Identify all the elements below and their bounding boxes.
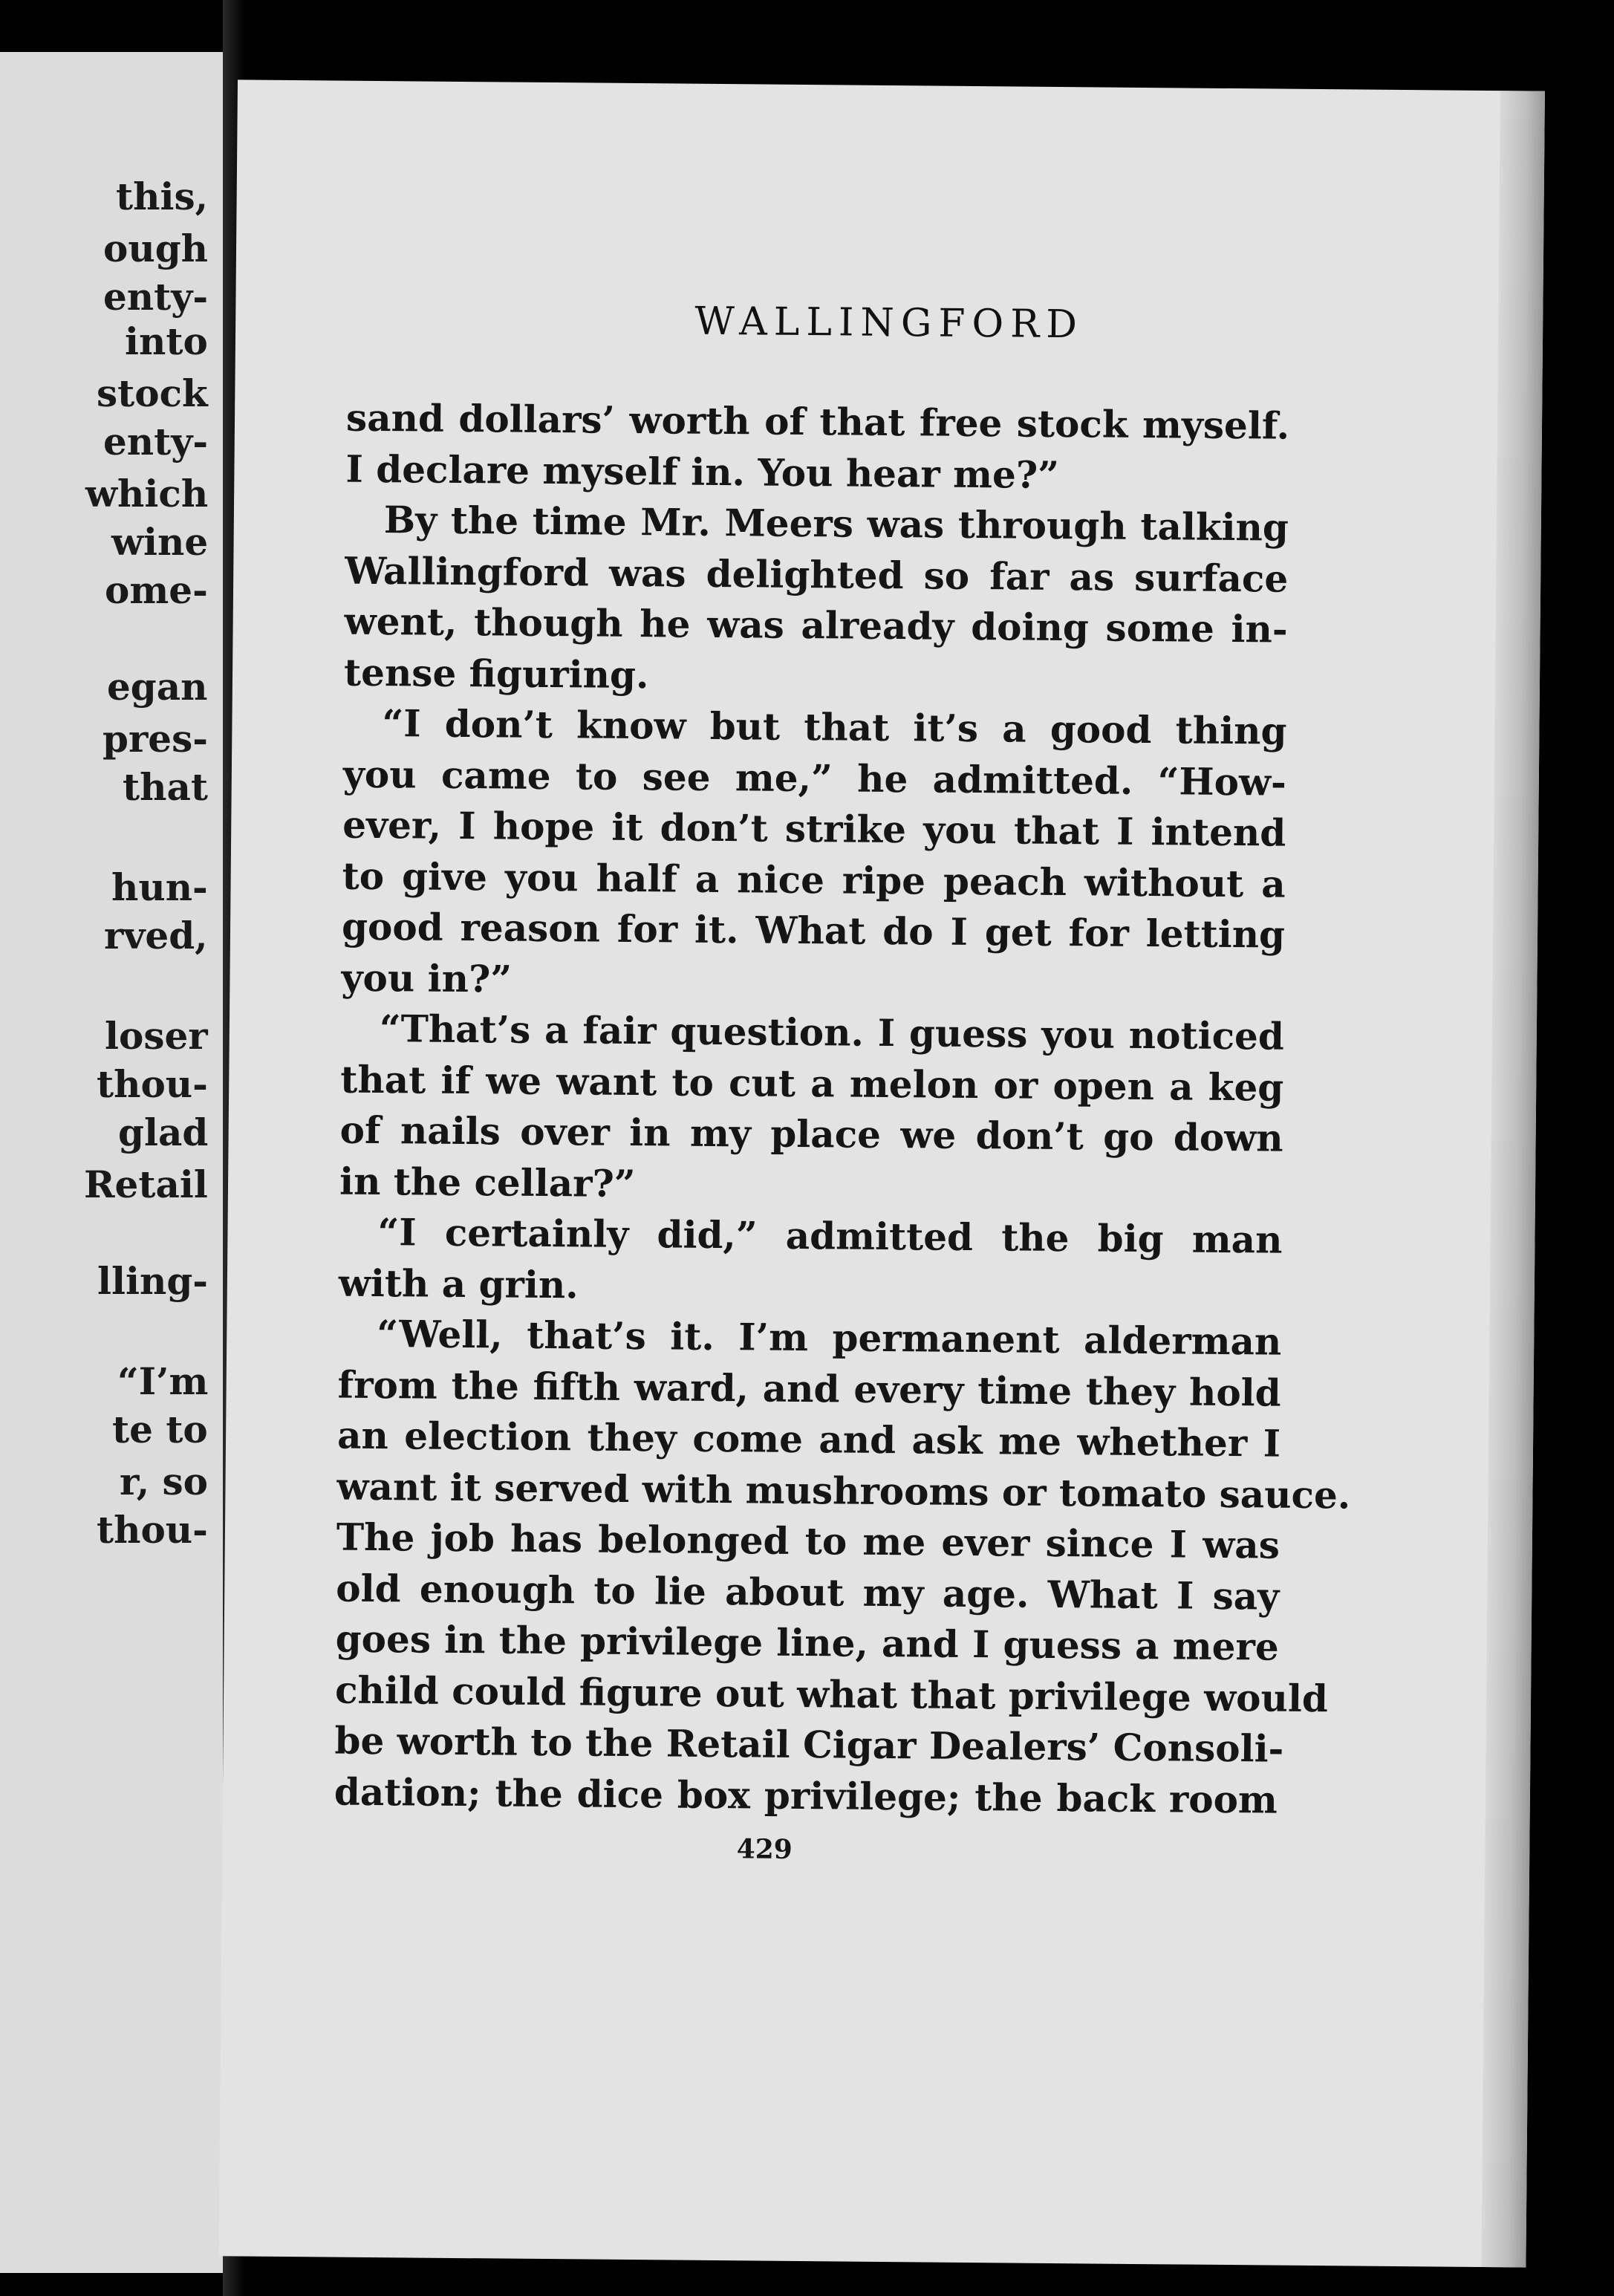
left-page-line: thou-: [97, 1062, 208, 1106]
text-line: in the cellar?”: [339, 1159, 636, 1206]
left-page-line: rved,: [104, 914, 208, 957]
left-page-line: stock: [97, 371, 208, 415]
left-page-line: wine: [111, 520, 209, 564]
left-page-line: egan: [107, 665, 208, 709]
text-line: that if we want to cut a melon or open a keg: [340, 1057, 1284, 1110]
text-line: The job has belonged to me ever since I was: [336, 1515, 1281, 1567]
left-page-line: pres-: [102, 717, 209, 761]
left-page-line: into: [125, 319, 208, 363]
text-line: “That’s a fair question. I guess you noticed: [379, 1006, 1285, 1058]
text-line: went, though he was already doing some in-: [344, 599, 1288, 651]
text-line: want it served with mushrooms or tomato sauce.: [336, 1464, 1351, 1517]
left-page-line: Retail: [84, 1162, 208, 1206]
text-line: an election they come and ask me whether I: [336, 1413, 1281, 1466]
left-page-line: loser: [105, 1014, 208, 1058]
text-line: to give you half a nice ripe peach without a: [342, 853, 1286, 906]
text-line: “Well, that’s it. I’m permanent alderman: [377, 1312, 1282, 1364]
page-body-text: [333, 393, 1351, 1826]
left-page-line: te to: [112, 1408, 208, 1451]
left-page-line: ome-: [105, 568, 208, 612]
left-page-line: glad: [118, 1110, 209, 1154]
left-page-line: r, so: [120, 1460, 209, 1503]
text-line: “I don’t know but that it’s a good thing: [382, 701, 1287, 753]
left-page-line: that: [123, 765, 208, 809]
left-page-line: hun-: [111, 865, 208, 909]
text-line: you came to see me,” he admitted. “How-: [342, 752, 1287, 804]
text-line: dation; the dice box privilege; the back room: [333, 1769, 1278, 1822]
left-page-fragment: [0, 52, 223, 2273]
text-line: you in?”: [341, 955, 512, 1001]
running-head: WALLINGFORD: [694, 299, 1084, 348]
text-line: Wallingford was delighted so far as surface: [345, 548, 1289, 601]
text-line: be worth to the Retail Cigar Dealers’ Consoli-: [334, 1718, 1284, 1771]
text-line: ever, I hope it don’t strike you that I intend: [342, 802, 1286, 855]
left-page-line: this,: [116, 175, 208, 218]
text-line: goes in the privilege line, and I guess a mere: [335, 1616, 1279, 1669]
text-line: sand dollars’ worth of that free stock myself.: [345, 395, 1290, 448]
right-page: [218, 79, 1545, 2267]
page-edge-shadow: [1481, 91, 1545, 2267]
text-line: By the time Mr. Meers was through talking: [383, 498, 1289, 550]
left-page-line: ough: [103, 227, 209, 270]
text-line: old enough to lie about my age. What I say: [336, 1566, 1280, 1619]
text-line: good reason for it. What do I get for letting: [341, 904, 1286, 957]
text-line: tense figuring.: [343, 650, 649, 697]
left-page-line: “I’m: [117, 1359, 209, 1403]
page-number: 429: [736, 1833, 793, 1865]
left-page-line: thou-: [97, 1508, 208, 1552]
text-line: “I certainly did,” admitted the big man: [377, 1210, 1283, 1262]
text-line: of nails over in my place we don’t go down: [339, 1108, 1283, 1160]
text-line: child could figure out what that privilege would: [334, 1668, 1329, 1720]
text-line: from the fifth ward, and every time they hold: [337, 1362, 1281, 1415]
left-page-line: enty-: [103, 275, 209, 319]
text-line: I declare myself in. You hear me?”: [345, 446, 1060, 497]
text-line: with a grin.: [338, 1261, 579, 1307]
left-page-line: lling-: [97, 1259, 209, 1303]
left-page-line: which: [85, 472, 209, 516]
left-page-line: enty-: [103, 420, 209, 464]
